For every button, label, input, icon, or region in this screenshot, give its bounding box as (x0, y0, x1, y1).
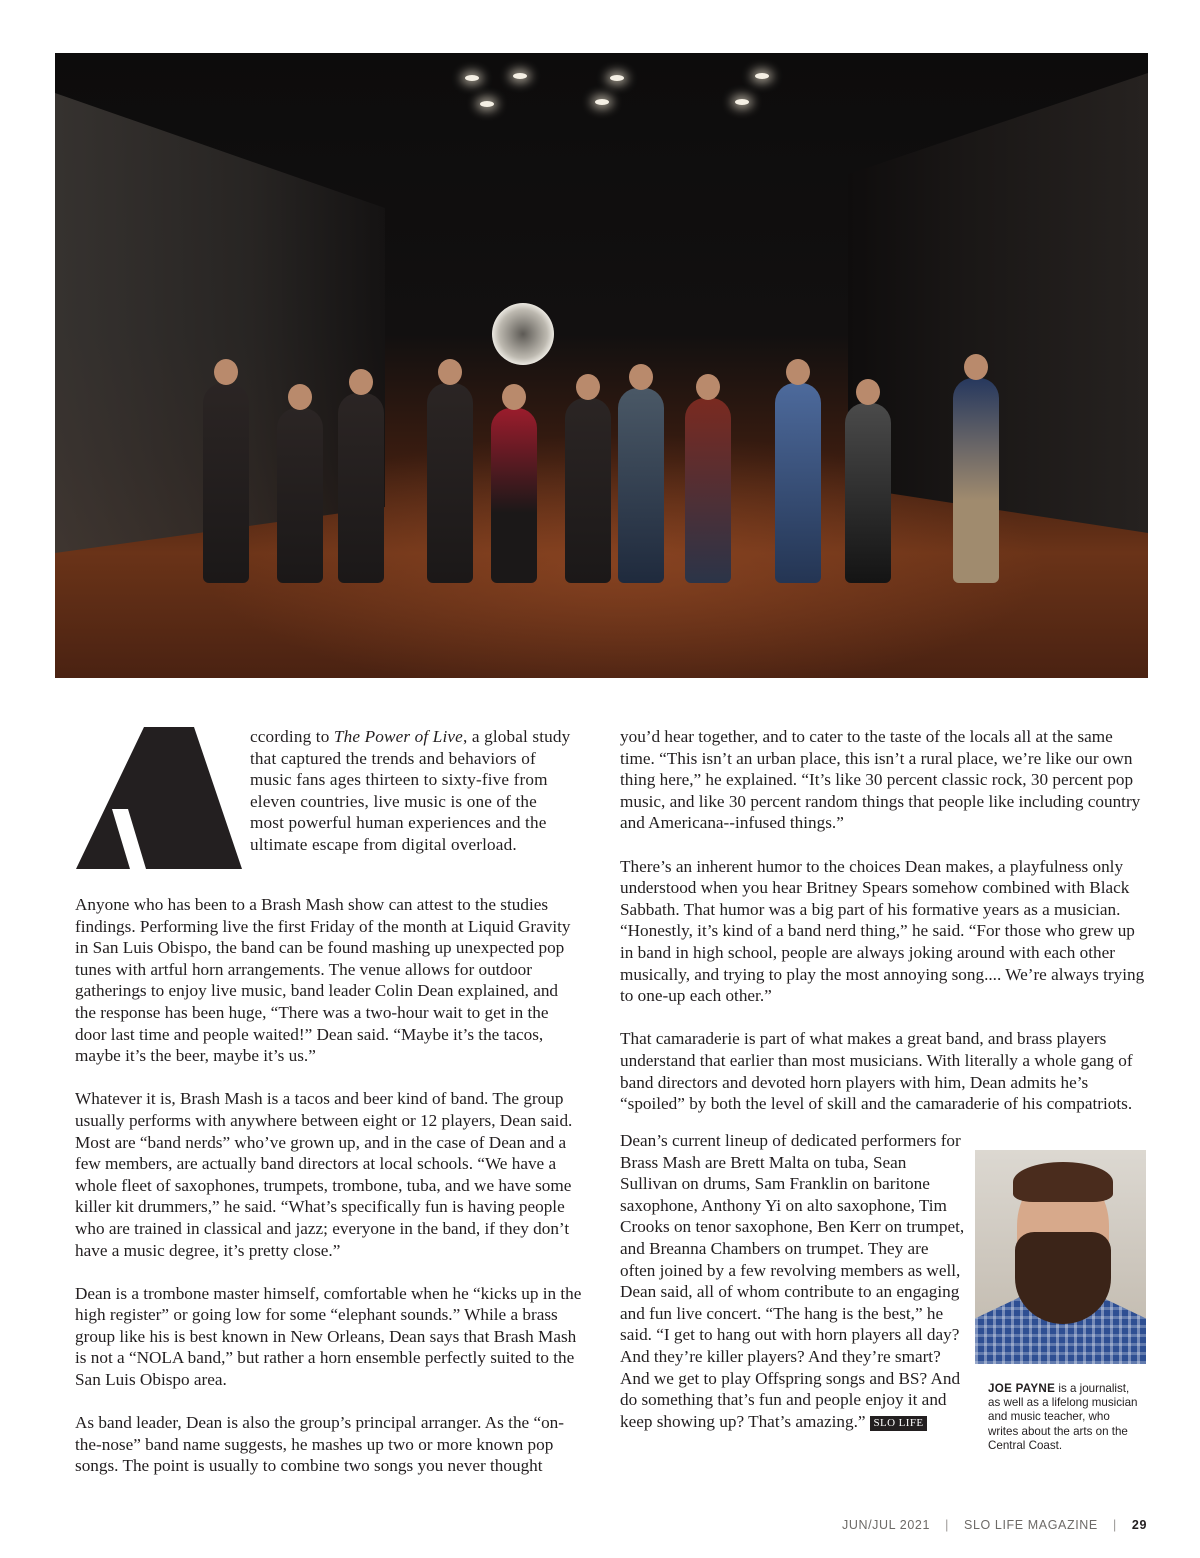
paragraph: As band leader, Dean is also the group’s principal arranger. As the “on-the-nose” band name suggests, he mashes up two or more known pop songs. The point is usually to combine two songs you never thought (75, 1413, 565, 1476)
page-number: 29 (1131, 1518, 1147, 1532)
footer-separator: | (945, 1518, 949, 1532)
musician (685, 398, 731, 583)
musician (565, 398, 611, 583)
study-title: The Power of Live (333, 727, 463, 746)
author-bio-text: is a journalist, as well as a lifelong musician and music teacher, who writes about the arts on the Central Coast. (988, 1382, 1138, 1452)
intro-rest: , a global study that captured the trends and behaviors of music fans ages thirteen to sixty-five from eleven countries, live music is one of the most powerful human experiences and the ultimate escape from digital overload. (250, 727, 571, 854)
end-mark: SLO LIFE (870, 1416, 928, 1431)
musician (277, 408, 323, 583)
paragraph: There’s an inherent humor to the choices Dean makes, a playfulness only understood when you hear Britney Spears somehow combined with Black Sabbath. That humor was a big part of his formative years as a musician. “Honestly, it’s kind of a band nerd thing,” he said. “For those who grew up in band in high school, people are always joking around with each other musically, and trying to play the most annoying song.... We’re always trying to one-up each other.” (620, 856, 1145, 1006)
musician (845, 403, 891, 583)
author-name: JOE PAYNE (988, 1382, 1056, 1395)
article-column-final (620, 1130, 965, 1454)
band-photo (55, 53, 1148, 678)
author-bio (988, 1382, 1138, 1453)
article-column-right (620, 726, 1150, 1136)
stage-light (735, 99, 749, 105)
musician (491, 408, 537, 583)
author-hair (1013, 1162, 1113, 1202)
paragraph: Whatever it is, Brash Mash is a tacos and beer kind of band. The group usually performs with anywhere between eight or 12 players, Dean said. Most are “band nerds” who’ve grown up, and in the case of Dean and a few members, are actually band directors at local schools. “We have a whole fleet of saxophones, trumpets, trombone, tuba, and we have some killer kit drummers,” he said. “What’s specifically fun is having people who are trained in classical and jazz; everyone in the band, if they don’t have a music degree, it’s pretty close.” (75, 1089, 573, 1260)
musician (775, 383, 821, 583)
author-beard (1015, 1232, 1111, 1324)
stage-light (755, 73, 769, 79)
magazine-name: SLO LIFE MAGAZINE (964, 1518, 1098, 1532)
stage-light (595, 99, 609, 105)
musician (338, 393, 384, 583)
issue-date: JUN/JUL 2021 (841, 1518, 931, 1532)
footer-separator: | (1112, 1518, 1117, 1532)
paragraph: Dean’s current lineup of dedicated performers for Brass Mash are Brett Malta on tuba, Sean Sullivan on drums, Sam Franklin on baritone saxophone, Anthony Yi on alto saxophone, Tim Crooks on tenor saxophone, Ben Kerr on trumpet, and Breanna Chambers on trumpet. They are often joined by a few revolving members as well, Dean said, all of whom contribute to an engaging and fun live concert. “The hang is the best,” he said. “I get to hang out with horn players all day? And they’re killer players? And they’re smart? And we get to play Offspring songs and BS? And do something that’s fun and people enjoy it and keep showing up? That’s amazing.” (620, 1131, 965, 1431)
paragraph: Anyone who has been to a Brash Mash show can attest to the studies findings. Performing live the first Friday of the month at Liquid Gravity in San Luis Obispo, the band can be found mashing up unexpected pop tunes with artful horn arrangements. The venue allows for outdoor gatherings to enjoy live music, band leader Colin Dean explained, and the response has been huge, “There was a two-hour wait to get in the door last time and people waited!” Dean said. “Maybe it’s the tacos, maybe it’s the beer, maybe it’s us.” (75, 895, 571, 1066)
paragraph: you’d hear together, and to cater to the taste of the locals all at the same time. “This isn’t an urban place, this isn’t a rural place, we’re like our own thing here,” he explained. “It’s like 30 percent classic rock, 30 percent pop music, and like 30 percent random things that people like including country and Americana--infused things.” (620, 727, 1141, 833)
intro-lead: ccording to (250, 727, 334, 746)
sousaphone (492, 303, 554, 365)
dropcap-letter (76, 727, 242, 869)
musician (618, 388, 664, 583)
musician (953, 378, 999, 583)
article-column-left (75, 894, 583, 1499)
stage-light (465, 75, 479, 81)
article-intro (250, 726, 572, 856)
stage-light (513, 73, 527, 79)
stage-light (480, 101, 494, 107)
musician (203, 383, 249, 583)
paragraph: Dean is a trombone master himself, comfortable when he “kicks up in the high register” or going low for some “elephant sounds.” While a brass group like his is best known in New Orleans, Dean says that Brash Mash is not a “NOLA band,” but rather a horn ensemble perfectly suited to the San Luis Obispo area. (75, 1283, 582, 1390)
page-footer (842, 1518, 1147, 1532)
author-photo (975, 1150, 1146, 1364)
stage-light (610, 75, 624, 81)
paragraph: That camaraderie is part of what makes a great band, and brass players understand that earlier than most musicians. With literally a whole gang of band directors and devoted horn players with him, Dean admits he’s “spoiled” by both the level of skill and the camaraderie of his compatriots. (620, 1029, 1133, 1114)
musician (427, 383, 473, 583)
